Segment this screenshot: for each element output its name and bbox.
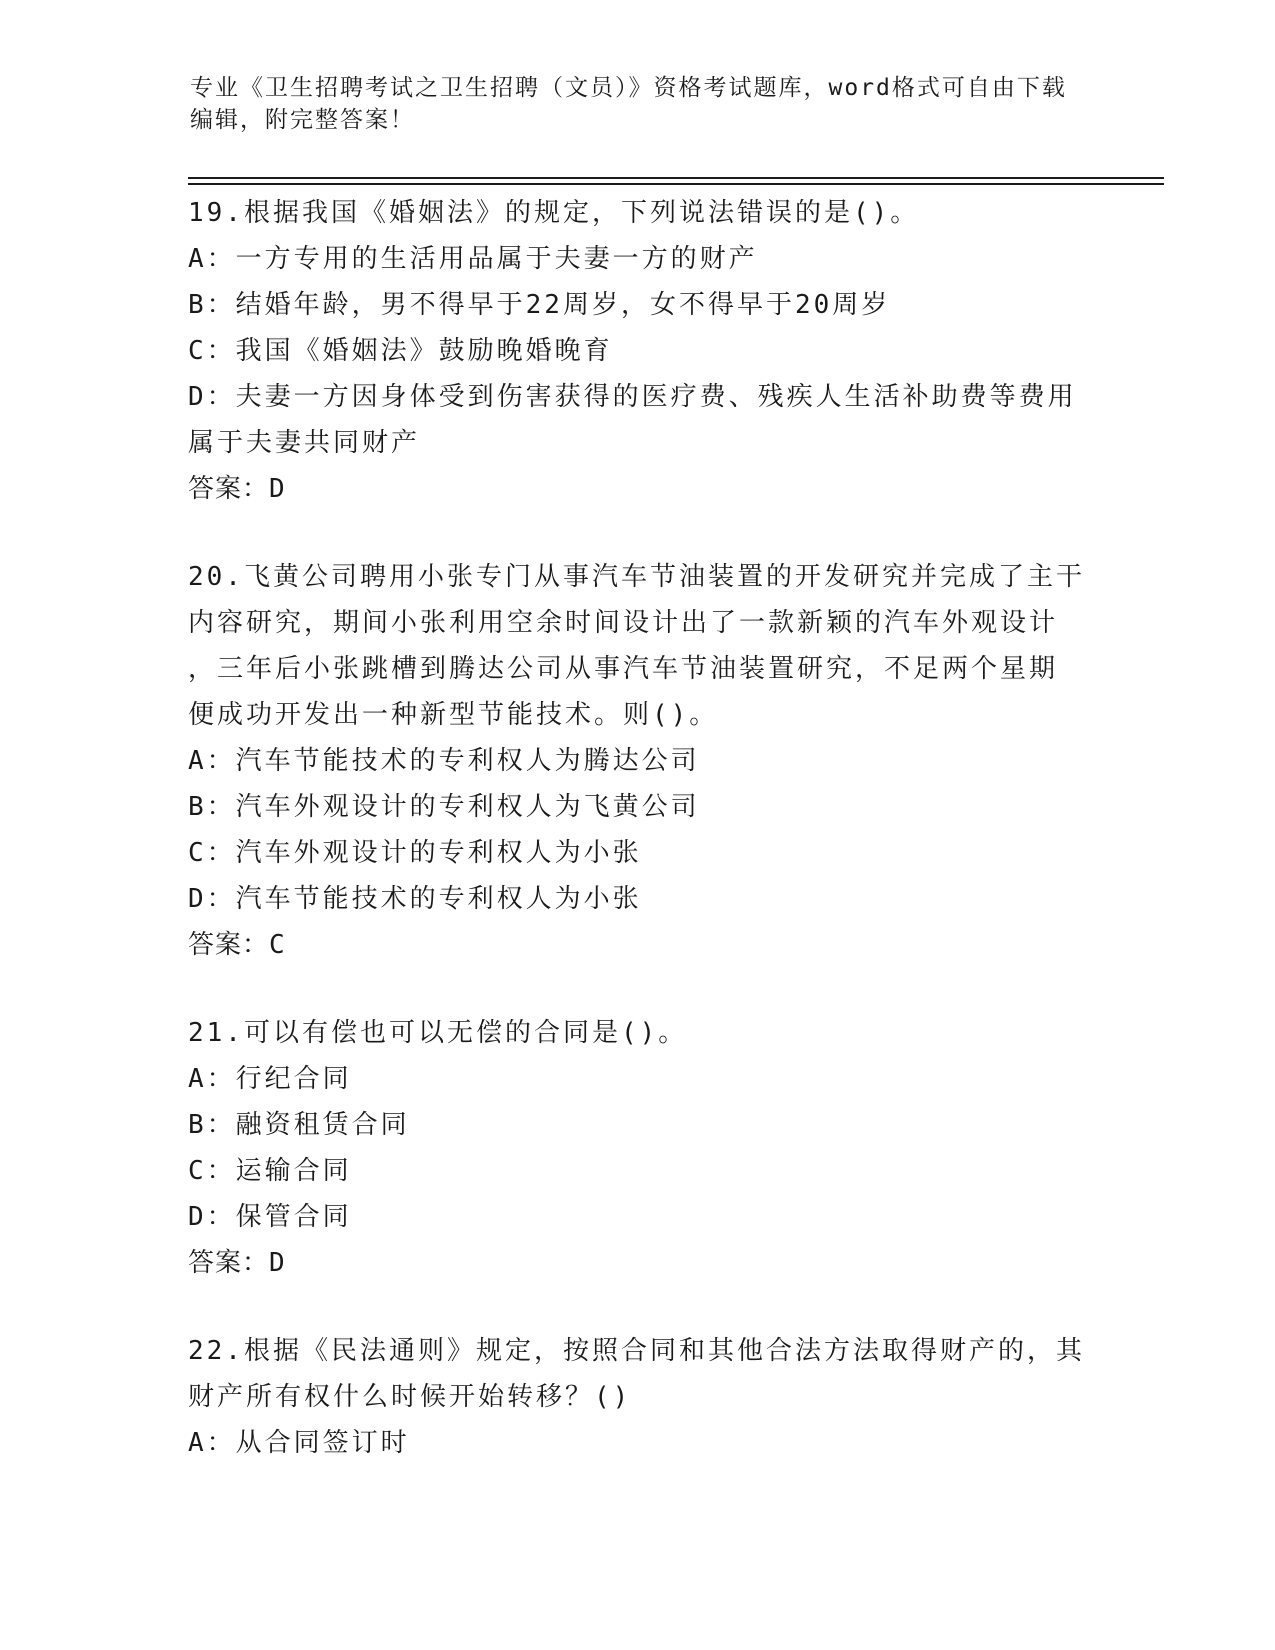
answer-option: B：结婚年龄，男不得早于22周岁，女不得早于20周岁 xyxy=(188,290,891,320)
question-text: 22.根据《民法通则》规定，按照合同和其他合法方法取得财产的，其 xyxy=(188,1336,1085,1366)
answer-key: 答案：C xyxy=(188,930,286,960)
answer-option: A：一方专用的生活用品属于夫妻一方的财产 xyxy=(188,244,758,274)
answer-option: C：运输合同 xyxy=(188,1156,352,1186)
answer-option: C：汽车外观设计的专利权人为小张 xyxy=(188,838,642,868)
answer-option: C：我国《婚姻法》鼓励晚婚晚育 xyxy=(188,336,613,366)
question-text: 19.根据我国《婚姻法》的规定，下列说法错误的是()。 xyxy=(188,198,920,228)
question-text: 便成功开发出一种新型节能技术。则()。 xyxy=(188,700,719,730)
question-item xyxy=(188,1328,1088,1466)
question-item xyxy=(188,1010,1088,1286)
question-text: 财产所有权什么时候开始转移？() xyxy=(188,1382,632,1412)
answer-option: D：保管合同 xyxy=(188,1202,352,1232)
answer-key: 答案：D xyxy=(188,1248,286,1278)
question-item xyxy=(188,554,1088,968)
answer-option: B：汽车外观设计的专利权人为飞黄公司 xyxy=(188,792,700,822)
document-header xyxy=(190,72,1090,136)
question-item xyxy=(188,190,1088,512)
answer-option: A：行纪合同 xyxy=(188,1064,352,1094)
question-list xyxy=(188,190,1088,1508)
header-line-2: 编辑，附完整答案！ xyxy=(190,107,415,133)
answer-option: A：汽车节能技术的专利权人为腾达公司 xyxy=(188,746,700,776)
answer-option: D：夫妻一方因身体受到伤害获得的医疗费、残疾人生活补助费等费用 xyxy=(188,382,1077,412)
header-line-1: 专业《卫生招聘考试之卫生招聘（文员）》资格考试题库，word格式可自由下载 xyxy=(190,75,1067,101)
answer-option: B：融资租赁合同 xyxy=(188,1110,410,1140)
answer-option: D：汽车节能技术的专利权人为小张 xyxy=(188,884,642,914)
answer-key: 答案：D xyxy=(188,474,286,504)
question-text: 20.飞黄公司聘用小张专门从事汽车节油装置的开发研究并完成了主干 xyxy=(188,562,1085,592)
answer-option: 属于夫妻共同财产 xyxy=(188,428,421,458)
question-text: ，三年后小张跳槽到腾达公司从事汽车节油装置研究，不足两个星期 xyxy=(188,654,1059,684)
answer-option: A：从合同签订时 xyxy=(188,1428,410,1458)
header-rule-bottom xyxy=(188,183,1164,185)
header-rule-top xyxy=(188,177,1164,179)
question-text: 21.可以有偿也可以无偿的合同是()。 xyxy=(188,1018,688,1048)
question-text: 内容研究，期间小张利用空余时间设计出了一款新颖的汽车外观设计 xyxy=(188,608,1059,638)
